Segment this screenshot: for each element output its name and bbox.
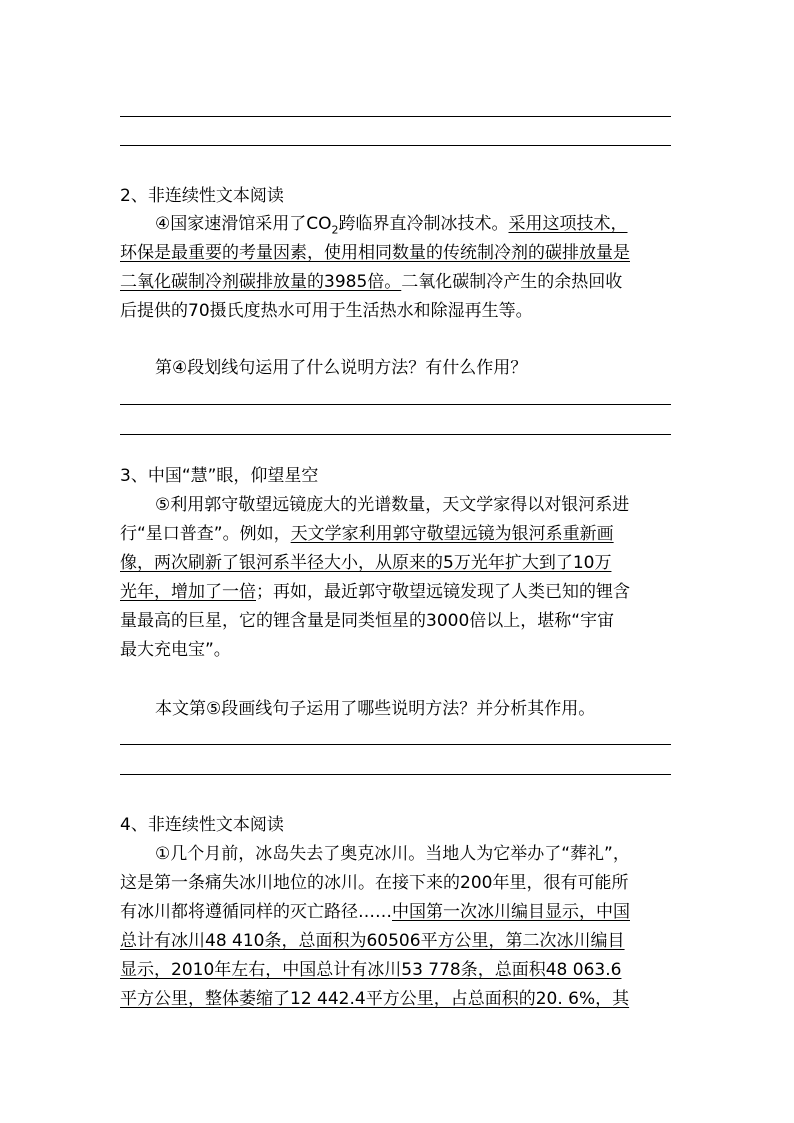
underlined-sentence: 显示，2010年左右，中国总计有冰川53 778条，总面积48 063.6: [120, 960, 622, 980]
underlined-sentence: 像，两次刷新了银河系半径大小，从原来的5万光年扩大到了10万: [120, 553, 612, 573]
section-3-paragraph-line: ⑤利用郭守敬望远镜庞大的光谱数量，天文学家得以对银河系进: [155, 495, 630, 515]
section-2-question: 第④段划线句运用了什么说明方法？有什么作用？: [155, 358, 528, 378]
section-4-paragraph-line: [120, 931, 625, 952]
underlined-sentence: 平方公里，整体萎缩了12 442.4平方公里，占总面积的20. 6%，其: [120, 989, 630, 1009]
answer-line: [120, 116, 671, 117]
answer-line: [120, 774, 671, 775]
answer-line: [120, 744, 671, 745]
section-3-heading: 3、中国“慧”眼，仰望星空: [120, 466, 319, 486]
section-4-heading: 4、非连续性文本阅读: [120, 815, 284, 835]
section-2-paragraph-line: [120, 243, 630, 264]
section-4-paragraph-line: [120, 902, 630, 923]
answer-line: [120, 404, 671, 405]
section-3-paragraph-line: [120, 524, 614, 545]
underlined-sentence: 二氧化碳制冷剂碳排放量的3985倍。: [120, 272, 402, 292]
text-span: 跨临界直冷制冰技术。: [338, 214, 509, 234]
underlined-sentence: 总计有冰川48 410条，总面积为60506平方公里，第二次冰川编目: [120, 931, 625, 951]
underlined-sentence: 环保是最重要的考量因素，使用相同数量的传统制冷剂的碳排放量是: [120, 243, 630, 263]
underlined-sentence: 天文学家利用郭守敬望远镜为银河系重新画: [290, 524, 614, 544]
answer-line: [120, 434, 671, 435]
underlined-sentence: 中国第一次冰川编目显示，中国: [392, 902, 630, 922]
subscript: 2: [331, 223, 339, 237]
section-4-paragraph-line: [120, 960, 621, 981]
answer-line: [120, 145, 671, 146]
section-3-paragraph-line: 量最高的巨星，它的锂含量是同类恒星的3000倍以上，堪称“宇宙: [120, 611, 615, 631]
underlined-sentence: 光年，增加了一倍: [120, 582, 256, 602]
text-span: 二氧化碳制冷产生的余热回收: [401, 272, 623, 292]
underlined-sentence: 采用这项技术，: [508, 214, 628, 234]
section-4-paragraph-line: ①几个月前，冰岛失去了奥克冰川。当地人为它举办了“葬礼”，: [155, 844, 630, 864]
section-3-question: 本文第⑤段画线句子运用了哪些说明方法？并分析其作用。: [155, 699, 596, 719]
text-span: ；再如，最近郭守敬望远镜发现了人类已知的锂含: [256, 582, 630, 602]
section-2-heading: 2、非连续性文本阅读: [120, 186, 284, 206]
section-3-paragraph-line: 最大充电宝”。: [120, 640, 231, 660]
section-4-paragraph-line: 这是第一条痛失冰川地位的冰川。在接下来的200年里，很有可能所: [120, 873, 629, 893]
section-2-paragraph-line: 后提供的70摄氏度热水可用于生活热水和除湿再生等。: [120, 301, 533, 321]
section-3-paragraph-line: [120, 582, 630, 603]
section-2-paragraph-line: [155, 214, 628, 235]
section-3-paragraph-line: [120, 553, 611, 574]
text-span: ④国家速滑馆采用了CO: [155, 214, 332, 234]
section-2-paragraph-line: [120, 272, 622, 293]
section-4-paragraph-line: [120, 989, 629, 1010]
text-span: 行“星口普查”。例如，: [120, 524, 291, 544]
text-span: 有冰川都将遵循同样的灭亡路径……: [120, 902, 392, 922]
